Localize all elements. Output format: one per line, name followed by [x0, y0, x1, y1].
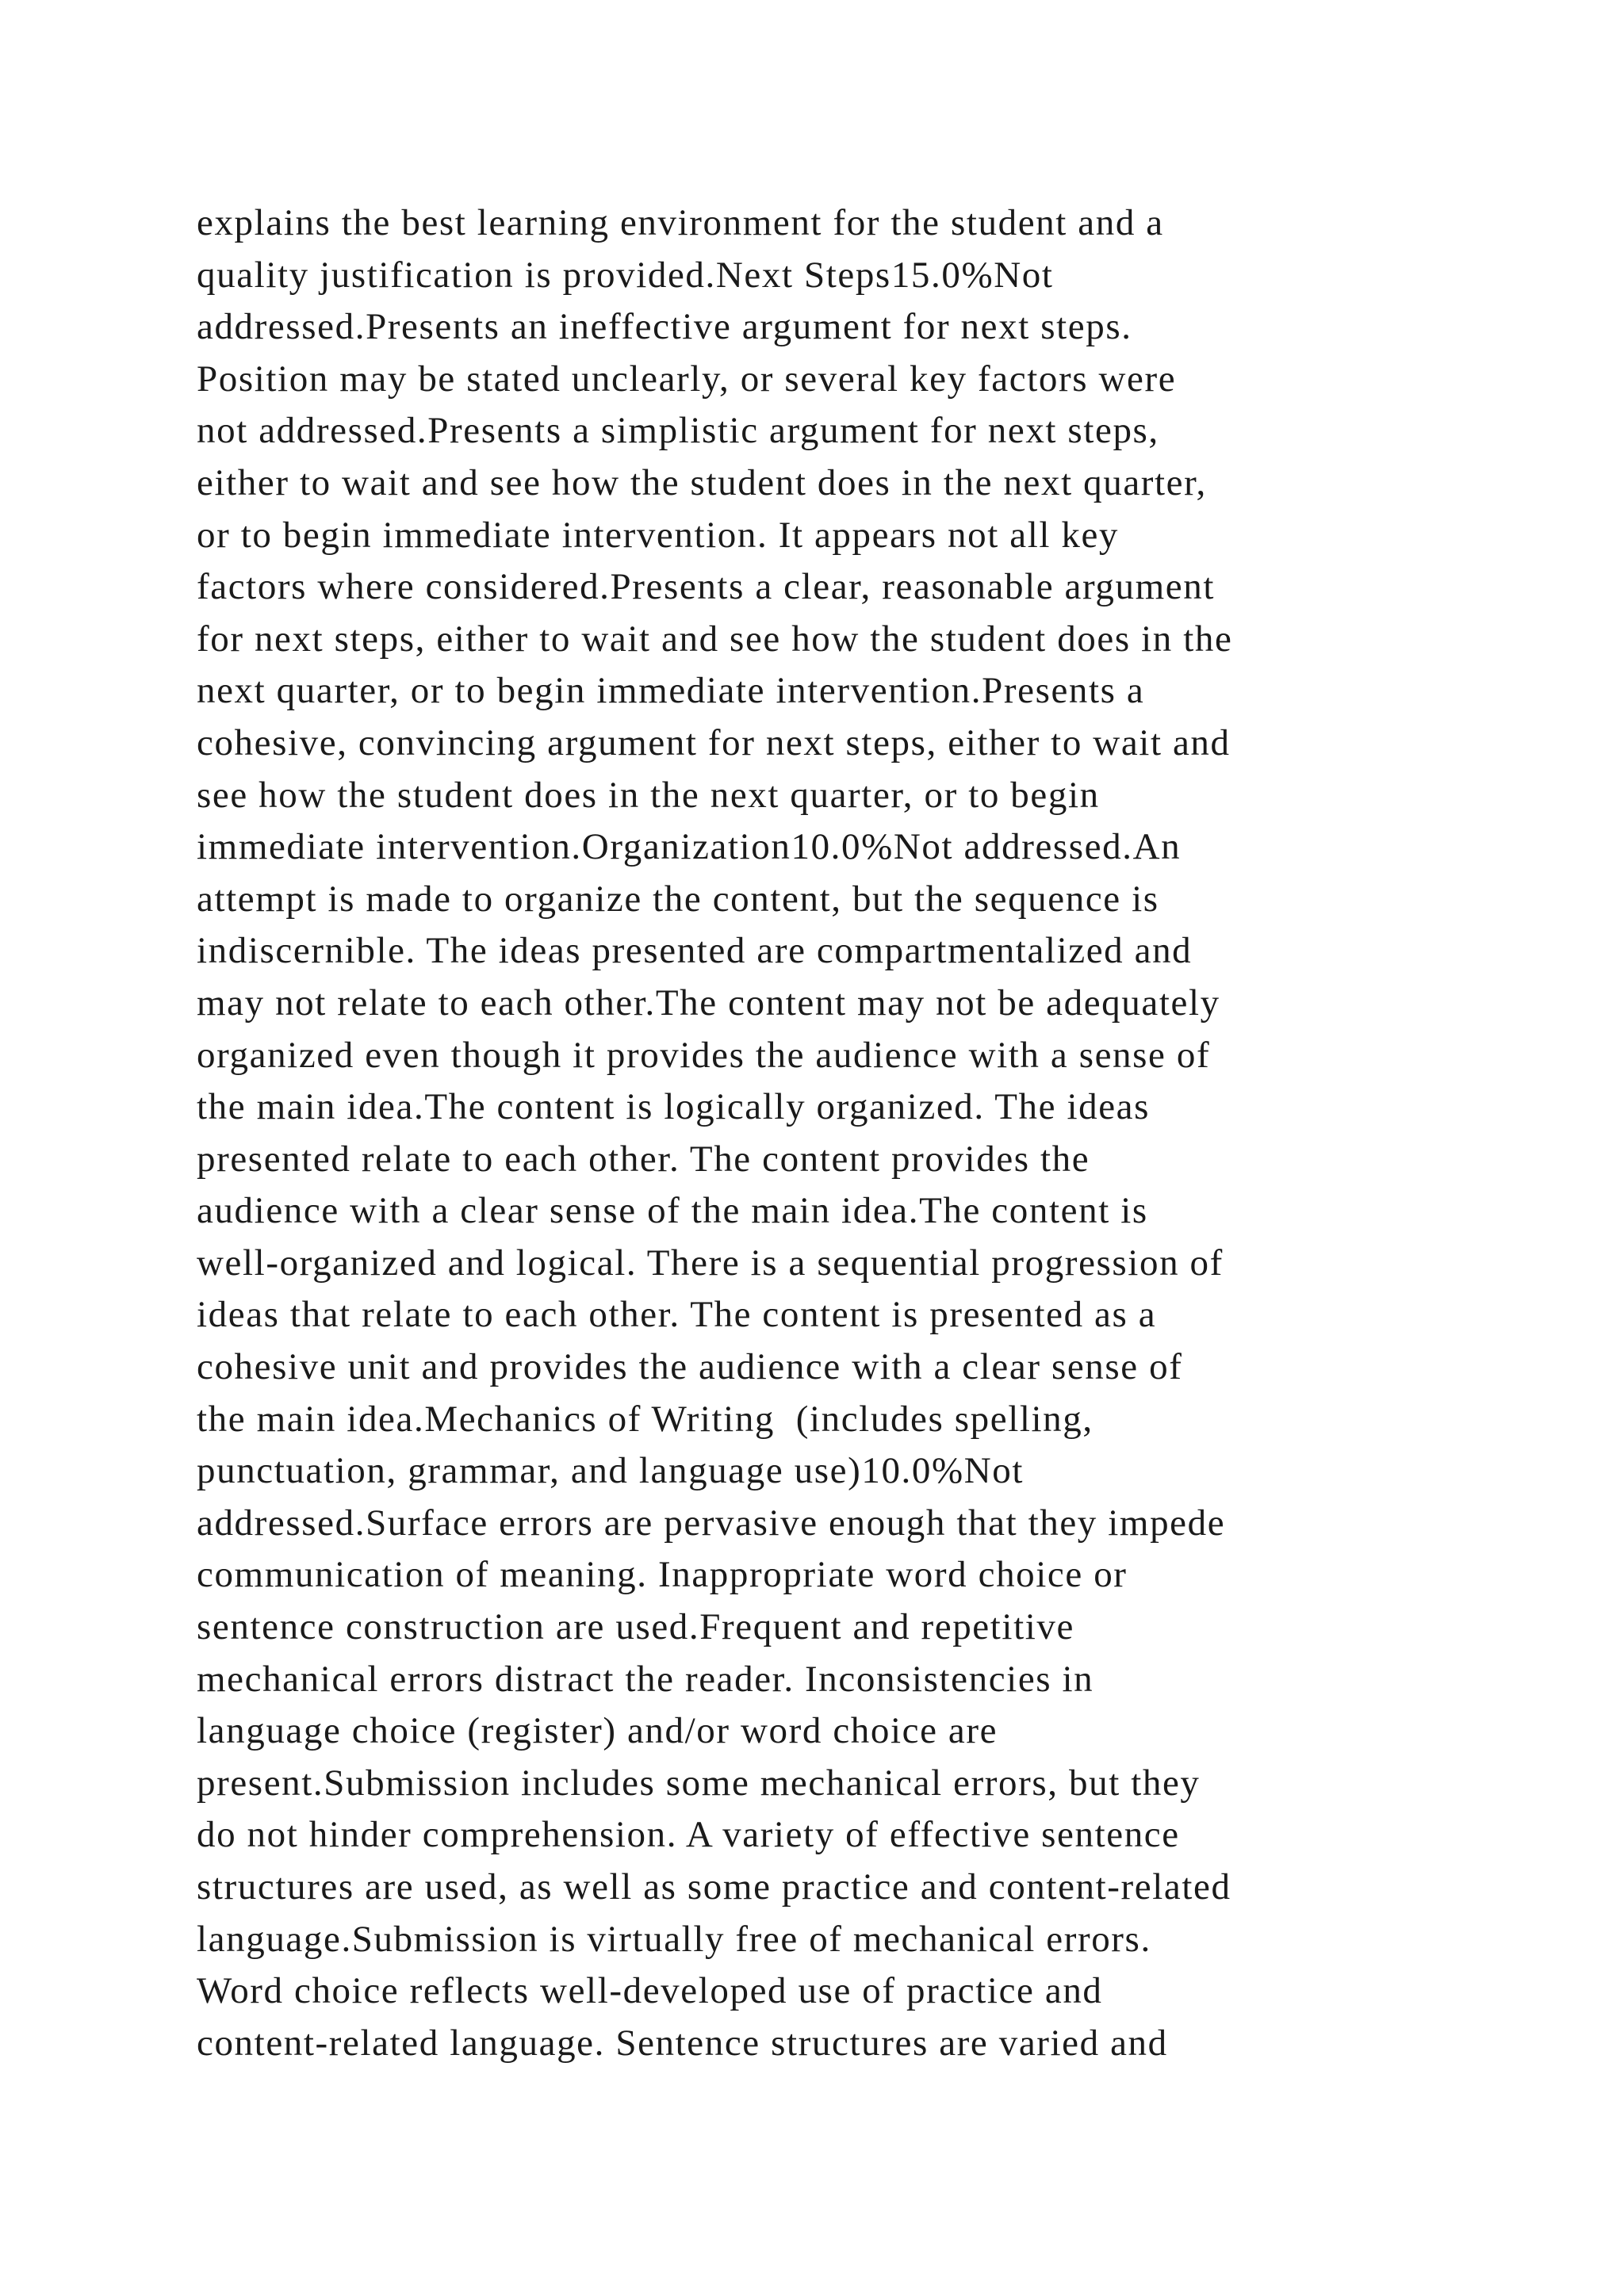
text-line: structures are used, as well as some practice and content-related	[197, 1866, 1231, 1908]
text-line: either to wait and see how the student does in the next quarter,	[197, 461, 1207, 503]
text-line: punctuation, grammar, and language use)10.0%Not	[197, 1450, 1025, 1492]
text-line: indiscernible. The ideas presented are compartmentalized and	[197, 930, 1193, 972]
text-line: attempt is made to organize the content, but the sequence is	[197, 878, 1159, 920]
text-line: language.Submission is virtually free of mechanical errors.	[197, 1918, 1151, 1960]
text-line: the main idea.The content is logically organized. The ideas	[197, 1086, 1151, 1128]
text-line: content-related language. Sentence structures are varied and	[197, 2022, 1168, 2064]
text-line: explains the best learning environment for the student and a	[197, 202, 1164, 243]
text-line: mechanical errors distract the reader. Inconsistencies in	[197, 1658, 1094, 1700]
text-line: Position may be stated unclearly, or several key factors were	[197, 358, 1177, 400]
text-line: addressed.Surface errors are pervasive enough that they impede	[197, 1502, 1226, 1544]
text-line: cohesive unit and provides the audience with a clear sense of	[197, 1346, 1183, 1388]
text-line: or to begin immediate intervention. It appears not all key	[197, 514, 1120, 556]
text-line: immediate intervention.Organization10.0%Not addressed.An	[197, 826, 1182, 868]
text-line: well-organized and logical. There is a sequential progression of	[197, 1242, 1224, 1284]
text-line: present.Submission includes some mechanical errors, but they	[197, 1762, 1201, 1804]
text-line: factors where considered.Presents a clear, reasonable argument	[197, 566, 1215, 608]
body-text	[197, 197, 1513, 2069]
text-line: presented relate to each other. The content provides the	[197, 1138, 1090, 1180]
text-line: see how the student does in the next quarter, or to begin	[197, 774, 1100, 816]
text-line: do not hinder comprehension. A variety of effective sentence	[197, 1814, 1180, 1856]
text-line: the main idea.Mechanics of Writing (includes spelling,	[197, 1398, 1094, 1440]
text-line: ideas that relate to each other. The content is presented as a	[197, 1294, 1157, 1336]
text-line: quality justification is provided.Next Steps15.0%Not	[197, 254, 1054, 296]
text-line: for next steps, either to wait and see how the student does in the	[197, 618, 1233, 660]
text-line: audience with a clear sense of the main idea.The content is	[197, 1190, 1148, 1232]
text-line: addressed.Presents an ineffective argument for next steps.	[197, 306, 1132, 348]
text-line: may not relate to each other.The content may not be adequately	[197, 982, 1220, 1024]
text-line: not addressed.Presents a simplistic argument for next steps,	[197, 410, 1159, 452]
text-line: language choice (register) and/or word choice are	[197, 1710, 998, 1752]
text-line: next quarter, or to begin immediate intervention.Presents a	[197, 670, 1145, 712]
text-line: communication of meaning. Inappropriate word choice or	[197, 1554, 1128, 1596]
text-line: sentence construction are used.Frequent and repetitive	[197, 1606, 1074, 1648]
text-line: cohesive, convincing argument for next steps, either to wait and	[197, 721, 1231, 763]
text-line: Word choice reflects well-developed use of practice and	[197, 1970, 1103, 2012]
text-line: organized even though it provides the audience with a sense of	[197, 1034, 1211, 1076]
